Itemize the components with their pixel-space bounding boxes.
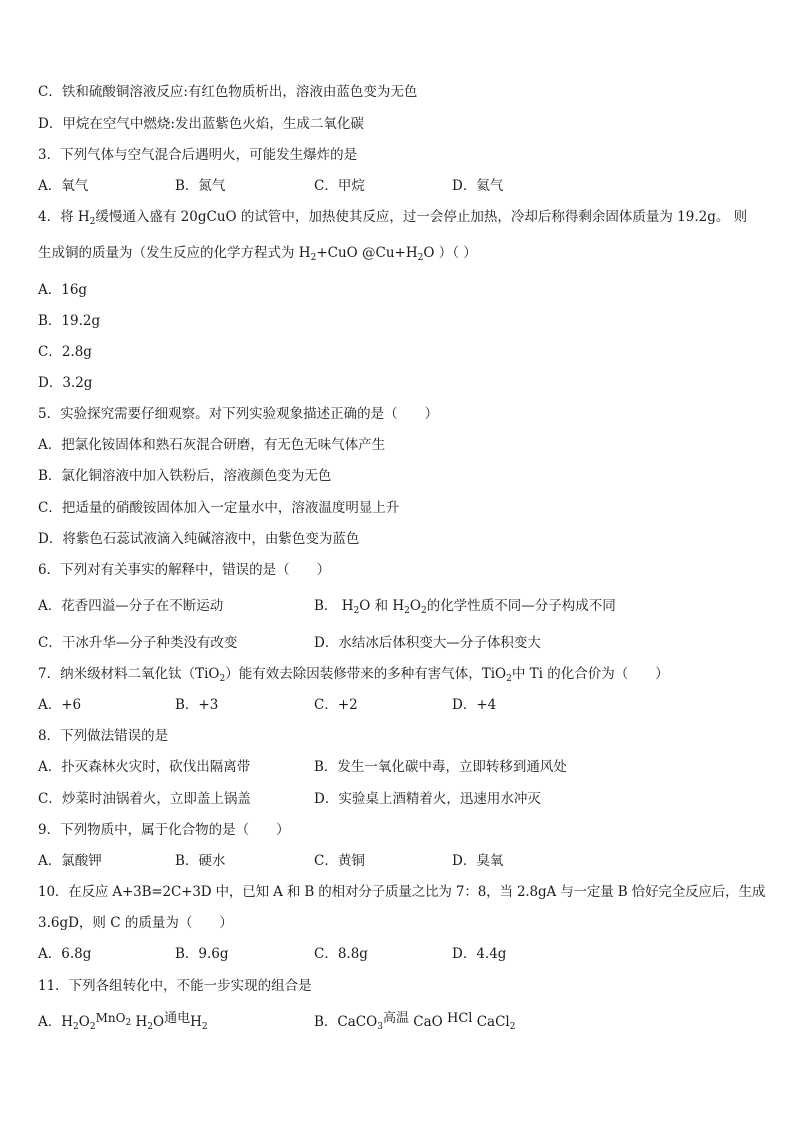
question-4-line-1: 4．将 $H_2$缓慢通入盛有 20gCuO 的试管中，加热使其反应，过一会停止加热，冷却后称得剩余固体质量为 19.2g。 则 bbox=[38, 209, 748, 227]
q7-options bbox=[38, 696, 764, 714]
question-11: 11．下列各组转化中，不能一步实现的组合是 bbox=[38, 978, 312, 994]
q6-option-c: C．干冰升华—分子种类没有改变 bbox=[38, 635, 238, 651]
condition-label: 高温 bbox=[382, 1011, 409, 1026]
q10-option-b: B．9.6g bbox=[175, 946, 229, 962]
catalyst-label: MnO$_2$ bbox=[95, 1011, 132, 1028]
q10-option-c: C．8.8g bbox=[314, 946, 368, 962]
q7-option-b: B．+3 bbox=[175, 697, 219, 713]
q8-options-row-1 bbox=[38, 758, 764, 776]
q2-option-d: D．甲烷在空气中燃烧:发出蓝紫色火焰，生成二氧化碳 bbox=[38, 116, 364, 132]
question-9: 9．下列物质中，属于化合物的是（ ） bbox=[38, 822, 290, 838]
q3-options bbox=[38, 177, 764, 195]
q11-options bbox=[38, 1013, 764, 1031]
q11-option-b: B．CaCO$_3$高温 CaO HCl CaCl$_2$ bbox=[314, 1011, 516, 1032]
q2-option-c: C．铁和硫酸铜溶液反应:有红色物质析出，溶液由蓝色变为无色 bbox=[38, 84, 418, 100]
q6-options-row-2 bbox=[38, 634, 764, 652]
q4-option-b: B．19.2g bbox=[38, 313, 101, 329]
q5-option-d: D．将紫色石蕊试液滴入纯碱溶液中，由紫色变为蓝色 bbox=[38, 531, 360, 547]
question-5: 5．实验探究需要仔细观察。对下列实验观象描述正确的是（ ） bbox=[38, 406, 439, 422]
q10-option-d: D．4.4g bbox=[452, 946, 507, 962]
question-6: 6．下列对有关事实的解释中，错误的是（ ） bbox=[38, 562, 331, 578]
q6-options-row-1 bbox=[38, 597, 764, 615]
question-8: 8．下列做法错误的是 bbox=[38, 728, 169, 744]
reagent-label: HCl bbox=[446, 1011, 473, 1026]
q3-option-a-text: A．氧气 bbox=[38, 178, 89, 194]
q8-option-d: D．实验桌上酒精着火，迅速用水冲灭 bbox=[314, 791, 541, 807]
question-10-line-1: 10．在反应 A+3B=2C+3D 中，已知 A 和 B 的相对分子质量之比为 7：8，当 2.8gA 与一定量 B 恰好完全反应后，生成 bbox=[38, 884, 766, 900]
q10-options bbox=[38, 945, 764, 963]
q8-option-b: B．发生一氧化碳中毒，立即转移到通风处 bbox=[314, 759, 567, 775]
q7-option-a: A．+6 bbox=[38, 697, 82, 713]
q10-option-a: A．6.8g bbox=[38, 946, 92, 962]
q3-option-c-text: C．甲烷 bbox=[314, 178, 365, 194]
q9-options bbox=[38, 852, 764, 870]
q7-option-d: D．+4 bbox=[452, 697, 497, 713]
q7-option-c: C．+2 bbox=[314, 697, 358, 713]
question-3: 3．下列气体与空气混合后遇明火，可能发生爆炸的是 bbox=[38, 147, 358, 163]
q5-option-b: B．氯化铜溶液中加入铁粉后，溶液颜色变为无色 bbox=[38, 468, 332, 484]
question-10-line-2: 3.6gD，则 C 的质量为（ ） bbox=[38, 915, 233, 931]
q3-option-b-text: B．氮气 bbox=[175, 178, 226, 194]
question-4-line-2: 生成铜的质量为（发生反应的化学方程式为 $H_2+CuO$ $@Cu+H_2O$ ）（ ） bbox=[38, 245, 477, 263]
q5-option-c: C．把适量的硝酸铵固体加入一定量水中，溶液温度明显上升 bbox=[38, 500, 400, 516]
question-7: 7．纳米级材料二氧化钛（TiO$_2$）能有效去除因装修带来的多种有害气体，TiO$_2$中 Ti 的化合价为（ ） bbox=[38, 666, 669, 684]
q5-option-a: A．把氯化铵固体和熟石灰混合研磨，有无色无味气体产生 bbox=[38, 437, 386, 453]
q9-option-b: B．硬水 bbox=[175, 853, 226, 869]
q9-option-d: D．臭氧 bbox=[452, 853, 504, 869]
q8-option-a: A．扑灭森林火灾时，砍伐出隔离带 bbox=[38, 759, 251, 775]
q3-option-d-text: D．氦气 bbox=[452, 178, 504, 194]
q4-option-c: C．2.8g bbox=[38, 344, 92, 360]
q6-option-a: A．花香四溢—分子在不断运动 bbox=[38, 598, 224, 614]
q11-option-a: A．$H_2O_2MnO_2$ $H_2O$通电$H_2$ bbox=[38, 1011, 208, 1032]
q9-option-c: C．黄铜 bbox=[314, 853, 365, 869]
q6-option-b: B． $H_2O$ 和 $H_2O_2$的化学性质不同—分子构成不同 bbox=[314, 598, 616, 616]
q4-option-a: A．16g bbox=[38, 282, 88, 298]
q8-option-c: C．炒菜时油锅着火，立即盖上锅盖 bbox=[38, 791, 251, 807]
q4-option-d: D．3.2g bbox=[38, 375, 93, 391]
q6-option-d: D．水结冰后体积变大—分子体积变大 bbox=[314, 635, 541, 651]
q8-options-row-2 bbox=[38, 790, 764, 808]
condition-label: 通电 bbox=[164, 1011, 191, 1026]
q9-option-a: A．氯酸钾 bbox=[38, 853, 102, 869]
